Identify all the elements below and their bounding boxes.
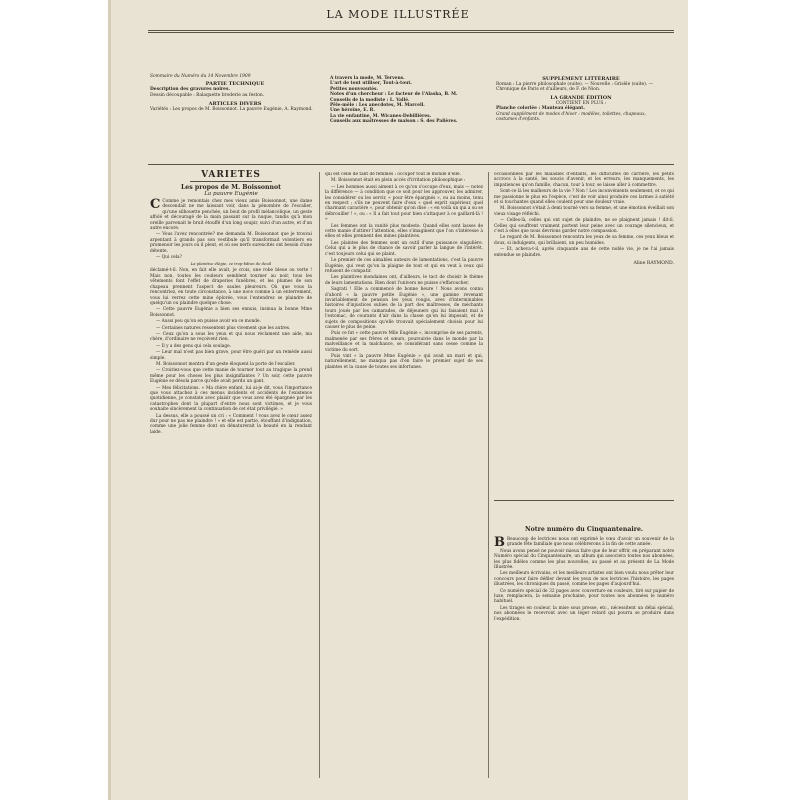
paragraph: Les plaintives mondaines ont, d'ailleurs, le tact de choisir le thème de leurs lamentations. Rien dont l'univers ne puisse s'effaroucher.: [325, 275, 483, 286]
summary-entry: Une héroïne, E. R.: [330, 108, 375, 114]
summary-entry: L'art de tout utiliser, Tout-à-tout.: [330, 81, 412, 87]
varietes-column-1: [150, 170, 312, 782]
paragraph: — Et, acheva-t-il, après cinquante ans de cette noble vie, je ne l'ai jamais entendue se plaindre.: [494, 247, 674, 258]
varietes-subtitle: Les propos de M. Boissonnot: [180, 184, 282, 191]
paragraph: — Leur mal n'est pas bien grave, pour être guéri par un remède aussi simple.: [150, 350, 312, 361]
paragraph: Le premier de ces aimables auteurs de lamentations, c'est la pauvre Eugénie, qui veut qu'on la plaigne de tout et qui en veut à ceux qui refusent de compatir.: [325, 258, 483, 274]
paragraph: Nous avons pensé ne pouvoir mieux faire que de leur offrir, en préparant notre Numéro spécial du Cinquantenaire, un album qui associera toutes nos abonnées, les plus fidèles comme les plus nouvelles, au passé et au présent de La Mode Illustrée.: [494, 548, 674, 571]
paragraph: Le regard de M. Boissonnot rencontra les yeux de sa femme, ces yeux bleus et doux, si indulgents, qui brillaient, un peu humides.: [494, 235, 674, 246]
varietes-title: VARIÉTÉS: [201, 170, 261, 180]
articles-item: Variétés : Les propos de M. Boissonnot. La pauvre Eugénie, A. Raymond.: [150, 107, 313, 113]
paragraph: Sagrati ! Elle a commencé de bonne heure ! Nous avons connu d'abord « la pauvre petite Eugénie », une gamine revenant invariablement de pension les yeux rougis, avec d'interminables histoires d'injustices subies de la part des maîtresses, de méchants tours joués par les camarades, de déjeuners qui lui faisaient mal à l'estomac, de courants d'air dans la classe qu'on lui imposait, et de sujets de compositions qu'elle trouvait spécialement choisis pour lui causer le plus de peine.: [325, 287, 483, 330]
summary-entry: La vie enfantine, M. Wicanes-Debillières.: [330, 113, 432, 119]
paragraph: qui est celle de tant de femmes : occuper tout le monde d'elle.: [325, 172, 461, 177]
paragraph: Puis vint « la pauvre Mme Eugénie » qui avait un mari et qui, naturellement, ne manqua pas d'en faire le premier sujet de ses plaintes et la cause de toutes ses infortunes.: [325, 354, 483, 370]
summary-entry: Petites nouveautés.: [330, 86, 379, 92]
paragraph: déclamé-t-il. Non, en fait elle avait, je crois, une robe bleue ou verte ! Mais non, toutes les couleurs semblent tourner au noir, tous les vêtements font l'effet de draperies funèbres, et les plumes de son chapeau prennent l'aspect de saules pleureurs. Où que vous la rencontriez, en toute circonstance, à une noce comme à un enterrement, vous lui verrez cette mine éplorée, vous l'entendrez se plaindre de quelqu'un ou plaindre quelque chose.: [150, 268, 312, 306]
paragraph: M. Boissonnot s'était à demi tourné vers sa femme, et une émotion éveillait son vieux visage réfléchi.: [494, 206, 674, 217]
masthead-title: LA MODE ILLUSTRÉE: [326, 8, 470, 21]
paragraph: La dessus, elle a poussé un cri : « Comment ! vous avez le cœur assez dur pour ne pas me plaindre ! » et elle est partie, étouffant d'indignation, comme une jolie femme dont on dénaturerait la beauté en la rendant laide.: [150, 413, 312, 435]
varietes-column-2: [325, 172, 483, 782]
technique-item: Dessin découpable : Balaquette broderie au feston.: [150, 92, 265, 98]
grande-item: Grand supplément de modes d'hiver : modèles, toilettes, chapeaux, costumes d'enfants.: [496, 111, 646, 123]
summary-entry: Notes d'un chercheur : Le facteur de l'Alaska, B. M.: [330, 92, 458, 98]
paragraph: — Aussi peu qu'on en puisse avoir en ce monde.: [156, 319, 261, 325]
paragraph: — Il y a des gens qui cela soulage.: [156, 343, 231, 349]
summary-entry: Conseils de la modiste : L. Vallé.: [330, 97, 410, 103]
page-edge: [108, 0, 111, 800]
grande-heading: LA GRANDE ÉDITION: [550, 94, 612, 101]
dropcap: B: [494, 535, 505, 550]
masthead-rule-2: [148, 32, 674, 33]
grande-sub: CONTIENT EN PLUS :: [555, 100, 607, 106]
paragraph: Les plaintes des femmes sont un outil d'une puissance singulière. Celui qui a le plus de chance de savoir parler la langue de l'intérêt, c'est toujours celui qui se plaint.: [325, 240, 483, 257]
paragraph: — Mes félicitations. « Ma chère enfant, lui ai-je dit, vous l'importance que vous attachez à ces menus incidents et accidents de l'existence quotidienne, je constate avec plaisir que vous avez été épargnée par les catastrophes dont la plupart d'entre nous sont victimes, et je vous souhaite sincèrement la continuation de cet état privilégié. »: [150, 385, 312, 413]
paragraph: — Vous l'avez rencontrée? me demanda M. Boissonnot que je trouvai arpentant à grands pas son vestibule qu'il transformait volontiers en promenoir les jours où il pleut, et où ses nerfs surexcités ont besoin d'une détente.: [150, 232, 312, 254]
summary-heading: Sommaire du Numéro du 14 Novembre 1909: [150, 74, 251, 79]
paragraph: — Croiriez-vous que cette manie de tourner tout au tragique la prend même pour les choses les plus insignifiantes ? Un soir, cette pauvre Eugénie se désola parce qu'elle avait perdu un gant.: [150, 368, 312, 385]
paragraph: B Beaucoup de lectrices nous ont exprimé le vœu d'avoir un souvenir de la grande fête familiale que nous célébrerons à la fin de cette année.: [494, 535, 674, 550]
paragraph: — Qui cela?: [156, 255, 182, 261]
supplement-heading: SUPPLÉMENT LITTÉRAIRE: [542, 76, 620, 82]
masthead-rule: [148, 30, 674, 31]
summary-entry: A travers la mode, M. Tervens.: [330, 76, 405, 81]
varietes-subtitle-2: La pauvre Eugénie: [204, 191, 258, 197]
cinquantenaire-title: Notre numéro du Cinquantenaire.: [524, 526, 644, 533]
title-ornament: [190, 181, 272, 182]
paragraph: Puis ce fut « cette pauvre Mlle Eugénie », incomprise de ses parents, malmenée par ses frères et sœurs, poursuivie dans le monde par la malveillance et la malchance, se considérant sans cesse comme la victime du sort.: [325, 331, 483, 353]
supplement-item: Roman : La pierre philosophale (suite). — Nouvelle : Grisèle (suite). — Chronique de Paris et d'ailleurs, de F. de Nion.: [496, 82, 654, 93]
paragraph: Les meilleurs écrivains, et les meilleurs artistes ont bien voulu nous prêter leur concours pour faire défiler devant les yeux de nos lectrices l'histoire, les pages illustrées, les chroniques du passé, comme les pages d'aujourd'hui.: [494, 571, 674, 588]
paragraph: — Certaines natures ressentent plus vivement que les autres.: [156, 325, 291, 331]
paragraph: — Cette pauvre Eugénie a bien ses ennuis, insinua la bonne Mme Boissonnot.: [150, 307, 312, 318]
dropcap: C: [150, 197, 161, 212]
grande-item: Planche coloriée : Manteau élégant.: [496, 106, 585, 112]
paragraph: Ce numéro spécial de 32 pages avec couverture en couleurs, tiré sur papier de luxe, remplacera, la semaine prochaine, pour toutes nos abonnées le numéro habituel.: [494, 588, 674, 605]
paragraph: M. Boissonnot était en plein accès d'irritation philosophique :: [331, 178, 466, 184]
paragraph: — Ceux qu'on a sous les yeux et qui nous réclament une aide, ma chère, d'ordinaire ne reçoivent rien.: [150, 331, 312, 343]
paragraph: — Les hommes aussi aiment à ce qu'on s'occupe d'eux, mais — notez la différence — à condition que ce soit pour les approuver, les admirer, les considérer ou les servir, « pour être épargnés », ou au moins, tenu en respect ; s'ils ne peuvent faire d'eux « quel esprit supérieur, quel charmant caractère », pour obtenir qu'on dise : « en voilà un qui a su se débrouiller ! », ou : « Il a fait tout pour bien s'attaquer à ce gaillard-là ! »: [325, 184, 483, 223]
paragraph: Les femmes ont la vanité plus modeste. Quand elles sont lasses de cette manie d'attirer l'attention, elles s'imaginent que l'on s'intéresse à elles et elles prennent des mines plaintives.: [325, 223, 483, 240]
newspaper-page: [108, 0, 688, 800]
paragraph: M. Boissonnot montra d'un geste éloquent la porte de l'escalier.: [156, 361, 296, 367]
illustration-caption: La plaintive élégie, ce trop-bâton de deuil: [190, 261, 272, 267]
signature: Aline RAYMOND.: [633, 261, 674, 267]
summary-left: [150, 74, 320, 113]
summary-entry: Pêle-mêle : Les anecdotes, M. Marcell.: [330, 103, 425, 109]
paragraph: C Comme je remontais chez mes vieux amis Boissonnot, une dame descendait ne me laissant voir, dans la pénombre de l'escalier, qu'une silhouette penchée, un bout de profil mélancolique, un geste affolé et découragé de la main passant sur la nuque, tandis qu'à mon oreille parvenait le bruit étouffé d'un long soupir, suivi d'un autre, et d'un autre encore.: [150, 197, 312, 232]
column-separator: [319, 172, 320, 778]
summary-rule: [148, 164, 674, 165]
column-separator: [488, 172, 489, 778]
section-rule: [494, 500, 674, 501]
cinquantenaire-section: [494, 526, 674, 788]
paragraph: — Celles-là, celles qui ont sujet de plaindre, ne se plaignent jamais ! dit-il. Celles qui souffrent vraiment portent leur peine avec un courage silencieux, et c'est à elles que nous devrions garder notre compassion.: [494, 218, 674, 235]
summary-entry: Conseils aux maîtresses de maison : S. des Palières.: [330, 119, 458, 125]
articles-heading: ARTICLES DIVERS: [208, 101, 262, 108]
technique-heading: PARTIE TECHNIQUE: [205, 81, 265, 88]
paragraph: Sont-ce là les malheurs de la vie ? Non ! Les inconvénients seulement, et ce qui me passionne le plus en l'espèce, c'est de voir ainsi produire ces larmes à satiété et si touchantes quand elles coulent pour une douleur vraie.: [494, 189, 674, 206]
technique-item: Description des gravures noires.: [150, 87, 230, 93]
paragraph: occasionnées par les maladies d'enfants, les difficultés de carrière, les petits accrocs à la santé, les soucis d'avenir, et les erreurs, les manquements, les impatiences qu'on famille, chacun, tour à tour, se laisse aller à commettre.: [494, 172, 674, 188]
summary-middle: [330, 76, 500, 125]
summary-right: [496, 76, 666, 122]
paragraph: Les tirages en couleur, la mise sous presse, etc., nécessitent un délai spécial, nos abonnées le recevront avec un léger retard qui pourra se produire dans l'expédition.: [494, 605, 674, 622]
